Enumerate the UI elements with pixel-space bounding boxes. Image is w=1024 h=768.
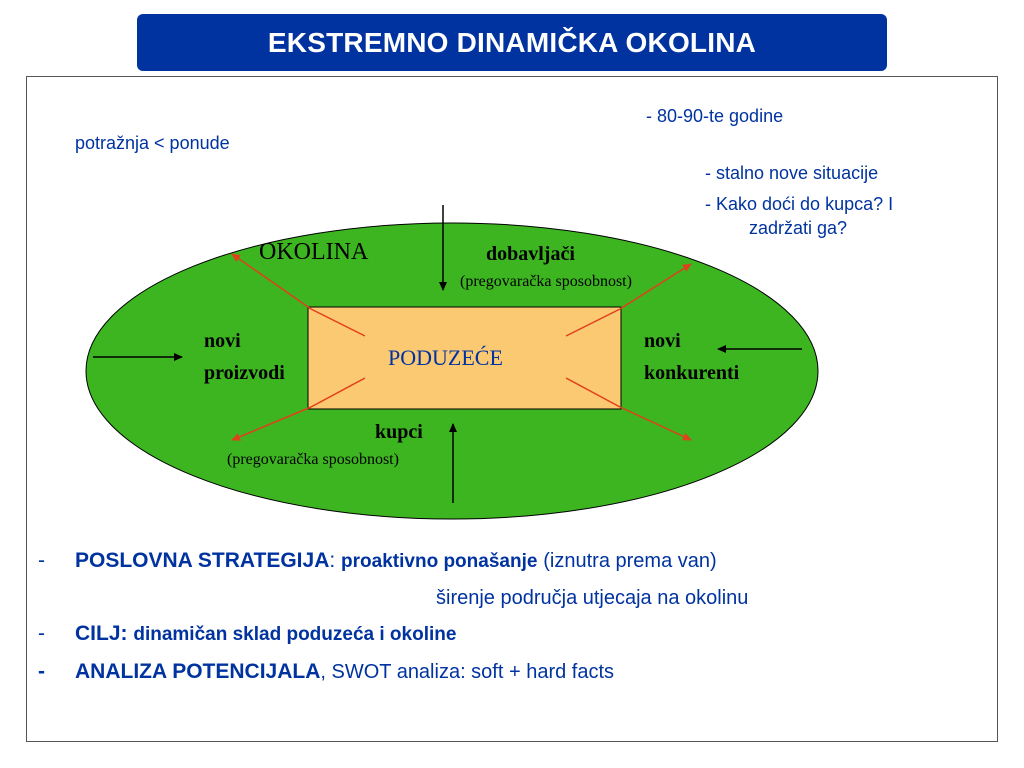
goal-rest: dinamičan sklad poduzeća i okoline bbox=[133, 624, 457, 645]
note-decade: - 80-90-te godine bbox=[646, 106, 784, 126]
bullet-dash: - bbox=[38, 622, 45, 645]
note-demand: potražnja < ponude bbox=[75, 133, 230, 153]
customers-label: kupci bbox=[375, 421, 423, 443]
strategy-line2: širenje područja utjecaja na okolinu bbox=[436, 587, 749, 609]
goal-heading: CILJ: bbox=[75, 622, 128, 645]
suppliers-label: dobavljači bbox=[486, 243, 575, 265]
bullet-dash: - bbox=[38, 660, 45, 683]
customers-note: (pregovaračka sposobnost) bbox=[227, 451, 399, 468]
new-products-line1: novi bbox=[204, 330, 241, 352]
analysis-heading: ANALIZA POTENCIJALA bbox=[75, 660, 321, 683]
strategy-bold: proaktivno ponašanje bbox=[341, 551, 538, 572]
company-label: PODUZEĆE bbox=[388, 345, 503, 370]
strategy-colon: : bbox=[329, 549, 336, 572]
analysis-rest: , SWOT analiza: soft + hard facts bbox=[320, 661, 615, 683]
new-products-line2: proizvodi bbox=[204, 362, 285, 384]
page-title: EKSTREMNO DINAMIČKA OKOLINA bbox=[267, 26, 757, 58]
environment-label: OKOLINA bbox=[259, 239, 369, 265]
note-question-line2: zadržati ga? bbox=[749, 218, 848, 238]
suppliers-note: (pregovaračka sposobnost) bbox=[460, 273, 632, 290]
new-competitors-line1: novi bbox=[644, 330, 681, 352]
strategy-rest: (iznutra prema van) bbox=[543, 550, 717, 572]
strategy-heading: POSLOVNA STRATEGIJA bbox=[75, 549, 330, 572]
note-situations: - stalno nove situacije bbox=[705, 163, 879, 183]
note-question-line1: - Kako doći do kupca? I bbox=[705, 194, 894, 214]
bullet-dash: - bbox=[38, 549, 45, 572]
new-competitors-line2: konkurenti bbox=[644, 362, 740, 384]
